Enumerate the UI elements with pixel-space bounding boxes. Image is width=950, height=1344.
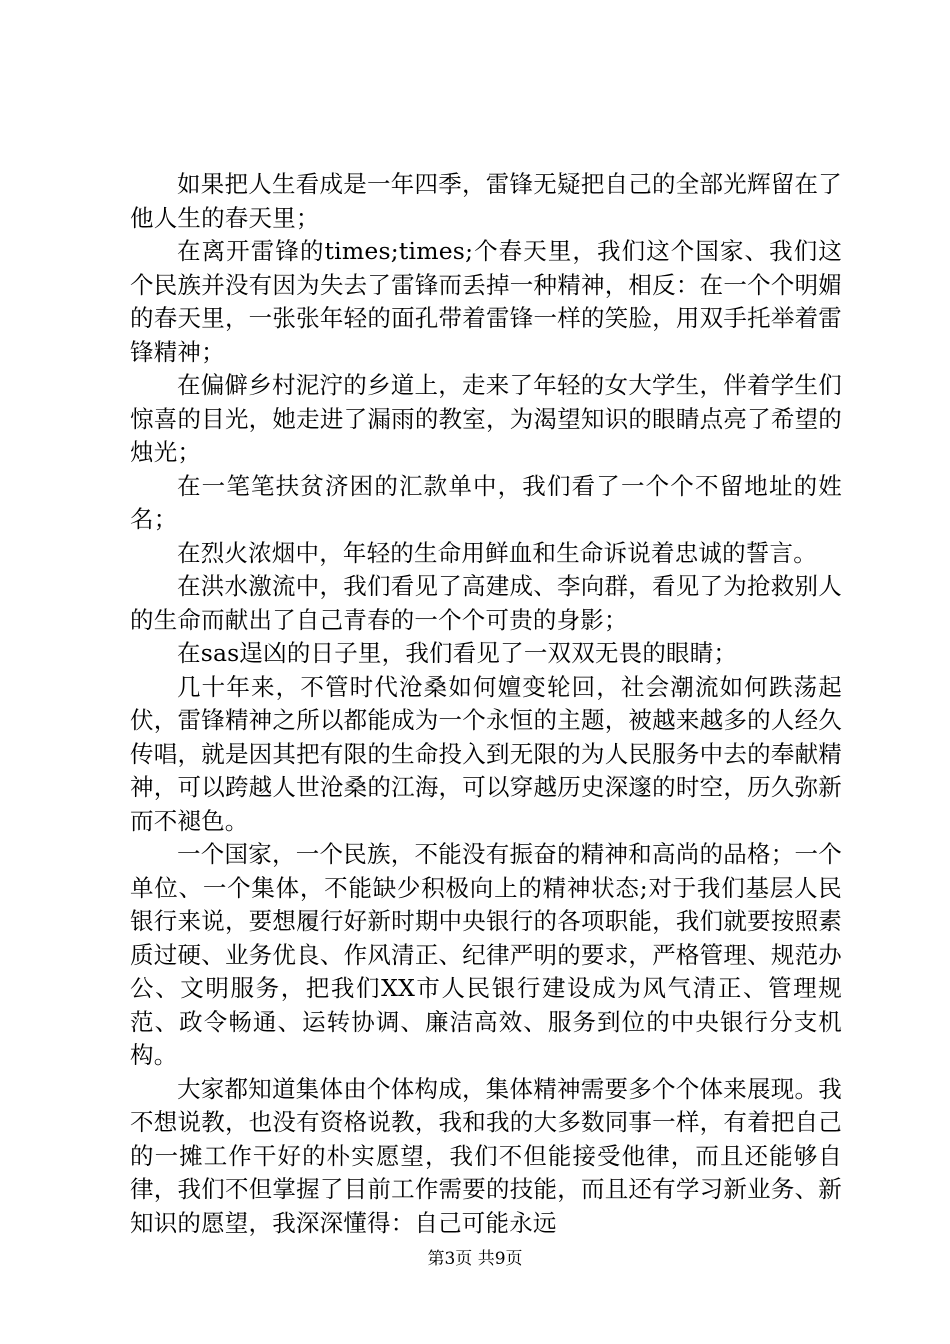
- page-footer: 第3页 共9页: [427, 1249, 523, 1269]
- paragraph-10: 大家都知道集体由个体构成，集体精神需要多个个体来展现。我不想说教，也没有资格说教，我和我的大多数同事一样，有着把自己的一摊工作干好的朴实愿望，我们不但能接受他律，而且还能够自律，我们不但掌握了目前工作需要的技能，而且还有学习新业务、新知识的愿望，我深深懂得：自己可能永远: [130, 1074, 842, 1237]
- body-text: [130, 168, 842, 1240]
- paragraph-3: 在偏僻乡村泥泞的乡道上，走来了年轻的女大学生，伴着学生们惊喜的目光，她走进了漏雨的教室，为渴望知识的眼睛点亮了希望的烛光；: [130, 371, 842, 466]
- paragraph-8: 几十年来，不管时代沧桑如何嬗变轮回，社会潮流如何跌荡起伏，雷锋精神之所以都能成为一个永恒的主题，被越来越多的人经久传唱，就是因其把有限的生命投入到无限的为人民服务中去的奉献精神，可以跨越人世沧桑的江海，可以穿越历史深邃的时空，历久弥新而不褪色。: [130, 672, 842, 835]
- paragraph-5: 在烈火浓烟中，年轻的生命用鲜血和生命诉说着忠诚的誓言。: [177, 538, 817, 567]
- paragraph-1: 如果把人生看成是一年四季，雷锋无疑把自己的全部光辉留在了他人生的春天里；: [130, 170, 842, 232]
- paragraph-2: 在离开雷锋的times;times;个春天里，我们这个国家、我们这个民族并没有因为失去了雷锋而丢掉一种精神，相反：在一个个明媚的春天里，一张张年轻的面孔带着雷锋一样的笑脸，用双手托举着雷锋精神；: [130, 237, 842, 366]
- paragraph-4: 在一笔笔扶贫济困的汇款单中，我们看了一个个不留地址的姓名；: [130, 471, 842, 533]
- paragraph-6: 在洪水激流中，我们看见了高建成、李向群，看见了为抢救别人的生命而献出了自己青春的一个个可贵的身影；: [130, 572, 842, 634]
- paragraph-7: 在sas逞凶的日子里，我们看见了一双双无畏的眼睛；: [177, 639, 738, 667]
- paragraph-9: 一个国家，一个民族，不能没有振奋的精神和高尚的品格；一个单位、一个集体，不能缺少积极向上的精神状态;对于我们基层人民银行来说，要想履行好新时期中央银行的各项职能，我们就要按照素质过硬、业务优良、作风清正、纪律严明的要求，严格管理、规范办公、文明服务，把我们XX市人民银行建设成为风气清正、管理规范、政令畅通、运转协调、廉洁高效、服务到位的中央银行分支机构。: [130, 840, 842, 1069]
